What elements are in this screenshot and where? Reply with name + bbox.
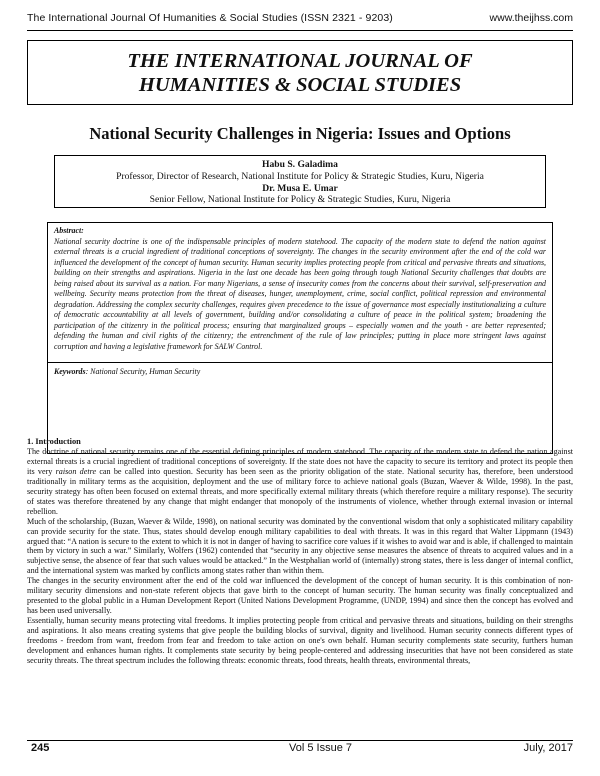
body-paragraph	[27, 447, 573, 517]
author-affiliation: Professor, Director of Research, National Institute for Policy & Strategic Studies, Kuru, Nigeria	[116, 170, 484, 182]
page-footer	[27, 742, 573, 756]
body-paragraph: The changes in the security environment after the end of the cold war influenced the development of the concept of human security. It is this combination of non-military security dimensions and non-state referent objects that gave birth to the concept of human security. The human security was finally conceptualized and presented to the global public in a Human Development Report (United Nations Development Programme, (UNDP, 1994) and since then the concept has evolved and has been used universally.	[27, 576, 573, 616]
keywords-text: : National Security, Human Security	[85, 367, 201, 376]
header-rule	[27, 30, 573, 31]
paragraph-text: can be called into question. Security has been seen as the priority obligation of the state. National security has, therefore, been understood traditionally in military terms as the acquisition, deployment and the use of military force to achieve national goals (Buzan, Waever & Wilde, 1998). In the past, security strategy has often been focused on external threats, and more specifically external military threats (which therefore require a military response). The security of states was therefore threatened by any change that might endanger that monopoly of the instruments of violence, whether through external invasion or internal rebellion.	[27, 466, 573, 516]
author-box	[54, 155, 546, 208]
author-name: Dr. Musa E. Umar	[262, 182, 338, 194]
article-title: National Security Challenges in Nigeria: Issues and Options	[89, 124, 511, 143]
keywords-line	[54, 367, 546, 378]
abstract-divider	[48, 362, 552, 363]
page-number: 245	[31, 742, 50, 754]
author-affiliation: Senior Fellow, National Institute for Policy & Strategic Studies, Kuru, Nigeria	[149, 194, 451, 206]
paragraph-text: The doctrine of national security remains one of the essential defining principles of modern statehood. The capacity of the modern state to defend the nation against external threats is a crucial ingredient of traditional conceptions of sovereignty. If the state does not have the capacity to secure its territory and protect its people then its very	[27, 446, 573, 476]
body-paragraph: Essentially, human security means protecting vital freedoms. It implies protecting people from critical and pervasive threats and situations, building on their strengths and aspirations. It also means creating systems that give people the building blocks of survival, dignity and livelihood. Human security connects different types of freedoms - freedom from want, freedom from fear and freedom to take action on one's own behalf. Human security complements state security, furthers human development and enhances human rights. It complements state security by being people-centered and addressing insecurities that have not been considered as state security threats. The threat spectrum includes the following threats: economic threats, food threats, health threats, environmental threats,	[27, 616, 573, 665]
publication-date: July, 2017	[523, 742, 573, 754]
author-name: Habu S. Galadima	[262, 159, 338, 170]
journal-masthead	[27, 40, 573, 105]
footer-rule	[27, 740, 573, 741]
abstract-text: National security doctrine is one of the indispensable principles of modern statehood. The capacity of the modern state to defend the nation against external threats is a crucial ingredient of traditional conceptions of sovereignty. The changes in the security environment after the end of the cold war influenced the development of the concept of human security. Human security implies protecting people from critical and pervasive threats and situations, building on their strengths and aspirations. Nigeria in the last one decade has been going through tough National Security challenges that doubts are being raised about its survival as a nation. For many Nigerians, a sense of insecurity comes from the concerns about their survival, self-preservation and wellbeing. Security means protection from the threat of diseases, hunger, unemployment, crime, social conflict, political repression and environmental degradation. Addressing the complex security challenges, requires given precedence to the issue of governance most especially institutionalizing a culture of democratic accountability at all levels of government, building and/or consolidating a culture of peace in the political system; broadening the participation of the citizenry in the political process; ensuring that marginalized groups – especially women and the youth - are better represented; defending the human and civil rights of the citizenry; the entrenchment of the rule of law principles; putting in place more stringent laws against corruption and having a legislative framework for SALW Control.	[54, 236, 546, 351]
keywords-label: Keywords	[54, 367, 86, 376]
section-heading: 1. Introduction	[27, 437, 81, 446]
italic-term: raison detre	[55, 466, 97, 476]
abstract-box	[47, 222, 553, 454]
volume-issue: Vol 5 Issue 7	[289, 742, 352, 754]
masthead-line-1: THE INTERNATIONAL JOURNAL OF	[127, 50, 473, 72]
running-head-website[interactable]: www.theijhss.com	[489, 12, 573, 24]
masthead-line-2: HUMANITIES & SOCIAL STUDIES	[138, 74, 462, 96]
abstract-label: Abstract:	[54, 226, 84, 235]
running-head	[27, 12, 573, 26]
body-paragraph: Much of the scholarship, (Buzan, Waever & Wilde, 1998), on national security was dominated by the conventional wisdom that only a sophisticated military capability can provide security for the state. Thus, states should develop enough military capabilities to deal with threats. It was in this regard that Walter Lippmann (1943) argued that: “A nation is secure to the extent to which it is not in danger of having to sacrifice core values if it wishes to avoid war and is able, if challenged to maintain them by victory in such a war.” Similarly, Wolfers (1962) contended that “security in any objective sense measures the absence of threats to acquired values and in a subjective sense, the absence of fear that such values would be attacked.” In the Westphalian world of (internally) strong states, there is less danger of internal conflict, and the international system was marked by conflicts among states rather than within them.	[27, 516, 573, 576]
running-head-journal: The International Journal Of Humanities & Social Studies (ISSN 2321 - 9203)	[27, 12, 393, 24]
introduction-section	[27, 437, 573, 666]
